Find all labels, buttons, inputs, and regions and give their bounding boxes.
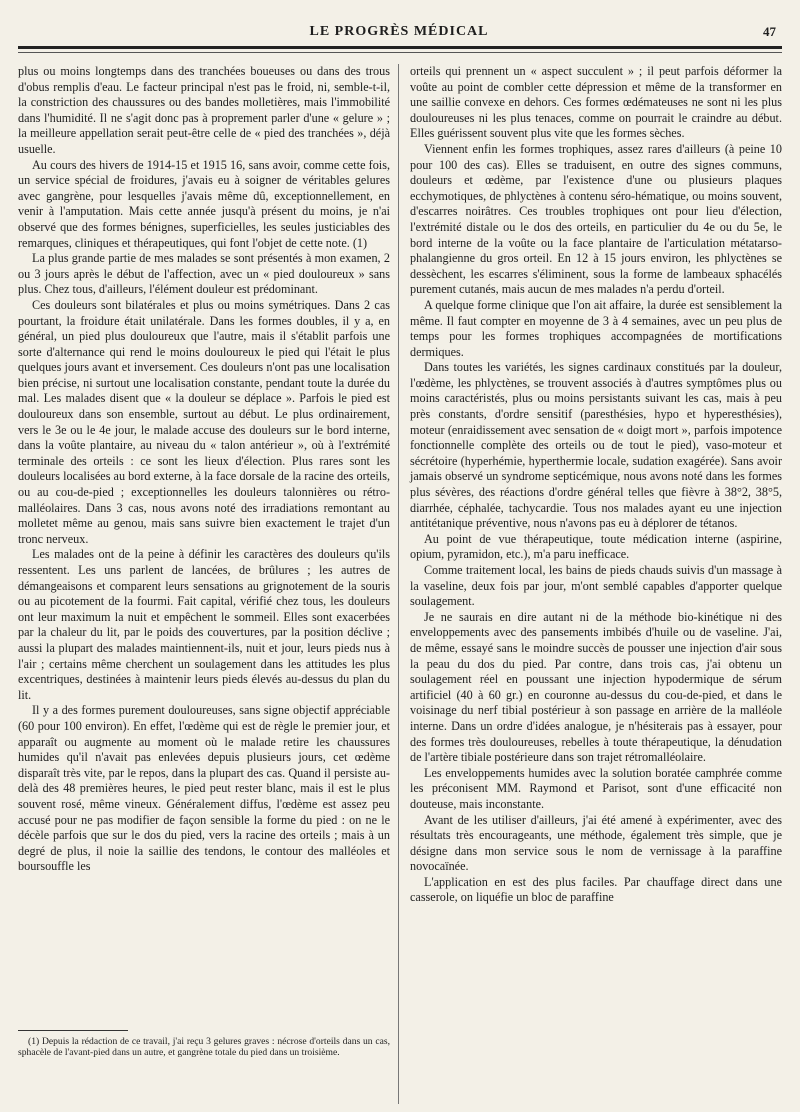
footnote-rule [18,1030,128,1031]
header-rule-thin [18,52,782,53]
paragraph: Ces douleurs sont bilatérales et plus ou moins symétriques. Dans 2 cas pourtant, la froidure était unilatérale. Dans les formes doubles, il y a, en général, un pied plus douloureux que l'autre, mais il s'établit parfois une sorte d'alternance qui rend le moins douloureux le pied qui l'était le plus quelques jours avant et inversement. Ces douleurs n'ont pas une localisation bien précise, ni surtout une localisation constante, pendant toute la durée du mal. Les malades disent que « la douleur se déplace ». Parfois le pied est douloureux dans son ensemble, surtout au début. Le plus ordinairement, vers le 3e ou le 4e jour, le malade accuse des douleurs sur le bord interne, dans la voûte plantaire, au niveau du « talon antérieur », où à l'extrémité terminale des orteils : ce sont les lieux d'élection. Plus rares sont les douleurs localisées au bord externe, à la face dorsale de la racine des orteils, ou au cou-de-pied ; exceptionnelles les douleurs talonnières ou rétro-malléolaires. Dans 3 cas, nous avons noté des irradiations remontant au molletet même au genou, mais sans suivre bien exactement le trajet d'un tronc nerveux. [18,297,390,546]
paragraph: L'application en est des plus faciles. Par chauffage direct dans une casserole, on liquéfie un bloc de paraffine [410,874,782,905]
journal-title: LE PROGRÈS MÉDICAL [309,24,489,39]
page-header [18,22,780,44]
paragraph: Je ne saurais en dire autant ni de la méthode bio-kinétique ni des enveloppements avec des pansements imbibés d'huile ou de vaseline. J'ai, de même, essayé sans le moindre succès de pousser une injection d'air sous la peau du dos du pied. Par contre, dans trois cas, j'ai obtenu un soulagement réel en poussant une injection hypodermique de sérum artificiel (40 à 60 gr.) en couronne au-dessus du cou-de-pied, et dans le voisinage du nerf tibial postérieur à son passage en arrière de la malléole interne. Dans un ordre d'idées analogue, je n'hésiterais pas à essayer, pour des formes très douloureuses, rebelles à toute thérapeutique, la dénudation de l'artère tibiale postérieure dans son trajet rétromalléolaire. [410,609,782,765]
footnote [18,1036,390,1059]
left-column [18,64,390,875]
paragraph: Avant de les utiliser d'ailleurs, j'ai été amené à expérimenter, avec des résultats très encourageants, une méthode, également très simple, que je désigne dans mon service sous le nom de vernissage à la paraffine novocaïnée. [410,812,782,874]
paragraph: Dans toutes les variétés, les signes cardinaux constitués par la douleur, l'œdème, les phlyctènes, se trouvent associés à d'autres symptômes plus ou moins caractéristés, plus ou moins persistants suivant les cas, mais à peu près constants, d'ordre sensitif (paresthésies, hypo et hyperesthésies), moteur (enraidissement avec sensation de « doigt mort », parfois impotence fonctionnelle complète des orteils ou de tout le pied), vaso-moteur et sécrétoire (hyperhémie, hyperthermie locale, sudation exagérée). Sans avoir jamais observé un syndrome septicémique, nous avons noté dans les formes plus sévères, des réactions d'ordre général telles que fièvre à 38°2, 38°5, diarrhée, céphalée, tachycardie. Tous nos malades ayant eu une injection antitétanique préventive, nous n'avons pas eu à déplorer de tétanos. [410,360,782,531]
paragraph: La plus grande partie de mes malades se sont présentés à mon examen, 2 ou 3 jours après le début de l'affection, avec un « pied douloureux » sans plus. Chez tous, d'ailleurs, l'élément douleur est prédominant. [18,251,390,297]
right-column [410,64,782,906]
paragraph: Comme traitement local, les bains de pieds chauds suivis d'un massage à la vaseline, deux fois par jour, m'ont semblé capables d'apporter quelque soulagement. [410,563,782,609]
paragraph: Les malades ont de la peine à définir les caractères des douleurs qu'ils ressentent. Les uns parlent de lancées, de brûlures ; les autres de démangeaisons et comparent leurs sensations au grignotement de la souris ou au picotement de la fourmi. Fait capital, vérifié chez tous, les douleurs ont leur maximum la nuit et empêchent le sommeil. Elles sont exacerbées par la chaleur du lit, par le poids des couvertures, par la position déclive ; aussi la plupart des malades maintiennent-ils, nuit et jour, leurs pieds nus à l'air ; certains même cherchent un soulagement dans les attitudes les plus excentriques, destinées à maintenir leurs pieds élevés au-dessus du plan du lit. [18,547,390,702]
paragraph: Il y a des formes purement douloureuses, sans signe objectif appréciable (60 pour 100 environ). En effet, l'œdème qui est de règle le premier jour, et apparaît ou augmente au moment où le malade retire les chaussures humides qu'il n'avait pas enlevées depuis plusieurs jours, cet œdème disparaît très vite, par le repos, dans la plupart des cas. Quand il persiste au-delà des 48 premières heures, le pied peut rester blanc, mais il est le plus souvent rosé, même vineux. Généralement diffus, l'œdème est assez peu accusé pour ne pas modifier de façon sensible la forme du pied : on ne le décèle parfois que sur le dos du pied, vers la racine des orteils ; mais à un degré de plus, il noie la saillie des tendons, le contour des malléoles et boursouffle les [18,703,390,874]
header-rule-thick [18,46,782,49]
column-divider [398,64,399,1104]
paragraph: plus ou moins longtemps dans des tranchées boueuses ou dans des trous d'obus remplis d'eau. Le facteur principal n'est pas le froid, ni, semble-t-il, la constriction des chaussures ou des bandes molletières, mais l'immobilité dans l'humidité. Il ne s'agit donc pas à proprement parler d'une « gelure » ; la meilleure appellation serait peut-être celle de « pied des tranchées », déjà usuelle. [18,64,390,156]
page-number: 47 [763,24,776,39]
paragraph: Au cours des hivers de 1914-15 et 1915 16, sans avoir, comme cette fois, un service spécial de froidures, j'avais eu à soigner de véritables gelures avec gangrène, pour lesquelles j'avais même dû, exceptionnellement, en venir à l'amputation. Mais cette année jusqu'à présent du moins, je n'ai observé que des formes bénignes, superficielles, les seules justiciables des remarques, cliniques et thérapeutiques, qui font l'objet de cette note. (1) [18,157,390,250]
paragraph: A quelque forme clinique que l'on ait affaire, la durée est sensiblement la même. Il faut compter en moyenne de 3 à 4 semaines, avec un peu plus de temps pour les formes trophiques accompagnées de mortifications dermiques. [410,297,782,359]
paragraph: orteils qui prennent un « aspect succulent » ; il peut parfois déformer la voûte au point de combler cette dépression et même de la transformer en une saillie convexe en dehors. Ces formes œdémateuses ne sont ni les plus douloureuses ni les plus tenaces, comme on pourrait le craindre au début. Elles guérissent souvent plus vite que les formes sèches. [410,64,782,141]
paragraph: Les enveloppements humides avec la solution boratée camphrée comme les préconisent MM. Raymond et Parisot, sont d'une efficacité non douteuse, mais inconstante. [410,765,782,811]
paragraph: Viennent enfin les formes trophiques, assez rares d'ailleurs (à peine 10 pour 100 des cas). Elles se traduisent, en outre des signes communs, douleurs et œdème, par l'existence d'une ou plusieurs plaques ecchymotiques, de phlyctènes à contenu séro-hématique, ou moins souvent, d'escarres noirâtres. Ces troubles trophiques ont pour lieu d'élection, l'extrémité distale ou le dos des orteils, en particulier du 4e ou du 5e, le bord interne de la voûte ou la face plantaire de l'articulation métatarso-phalangienne du gros orteil. En 12 à 15 jours environ, les phlyctènes se dessèchent, les escarres s'éliminent, sous la forme de lambeaux sphacélés purement cutanés, mais aucun de mes malades n'a perdu d'orteil. [410,141,782,297]
footnote-text: (1) Depuis la rédaction de ce travail, j'ai reçu 3 gelures graves : nécrose d'orteils dans un cas, sphacèle de l'avant-pied dans un autre, et gangrène totale du pied dans un troisième. [18,1036,390,1059]
paragraph: Au point de vue thérapeutique, toute médication interne (aspirine, opium, pyramidon, etc.), m'a paru inefficace. [410,531,782,562]
